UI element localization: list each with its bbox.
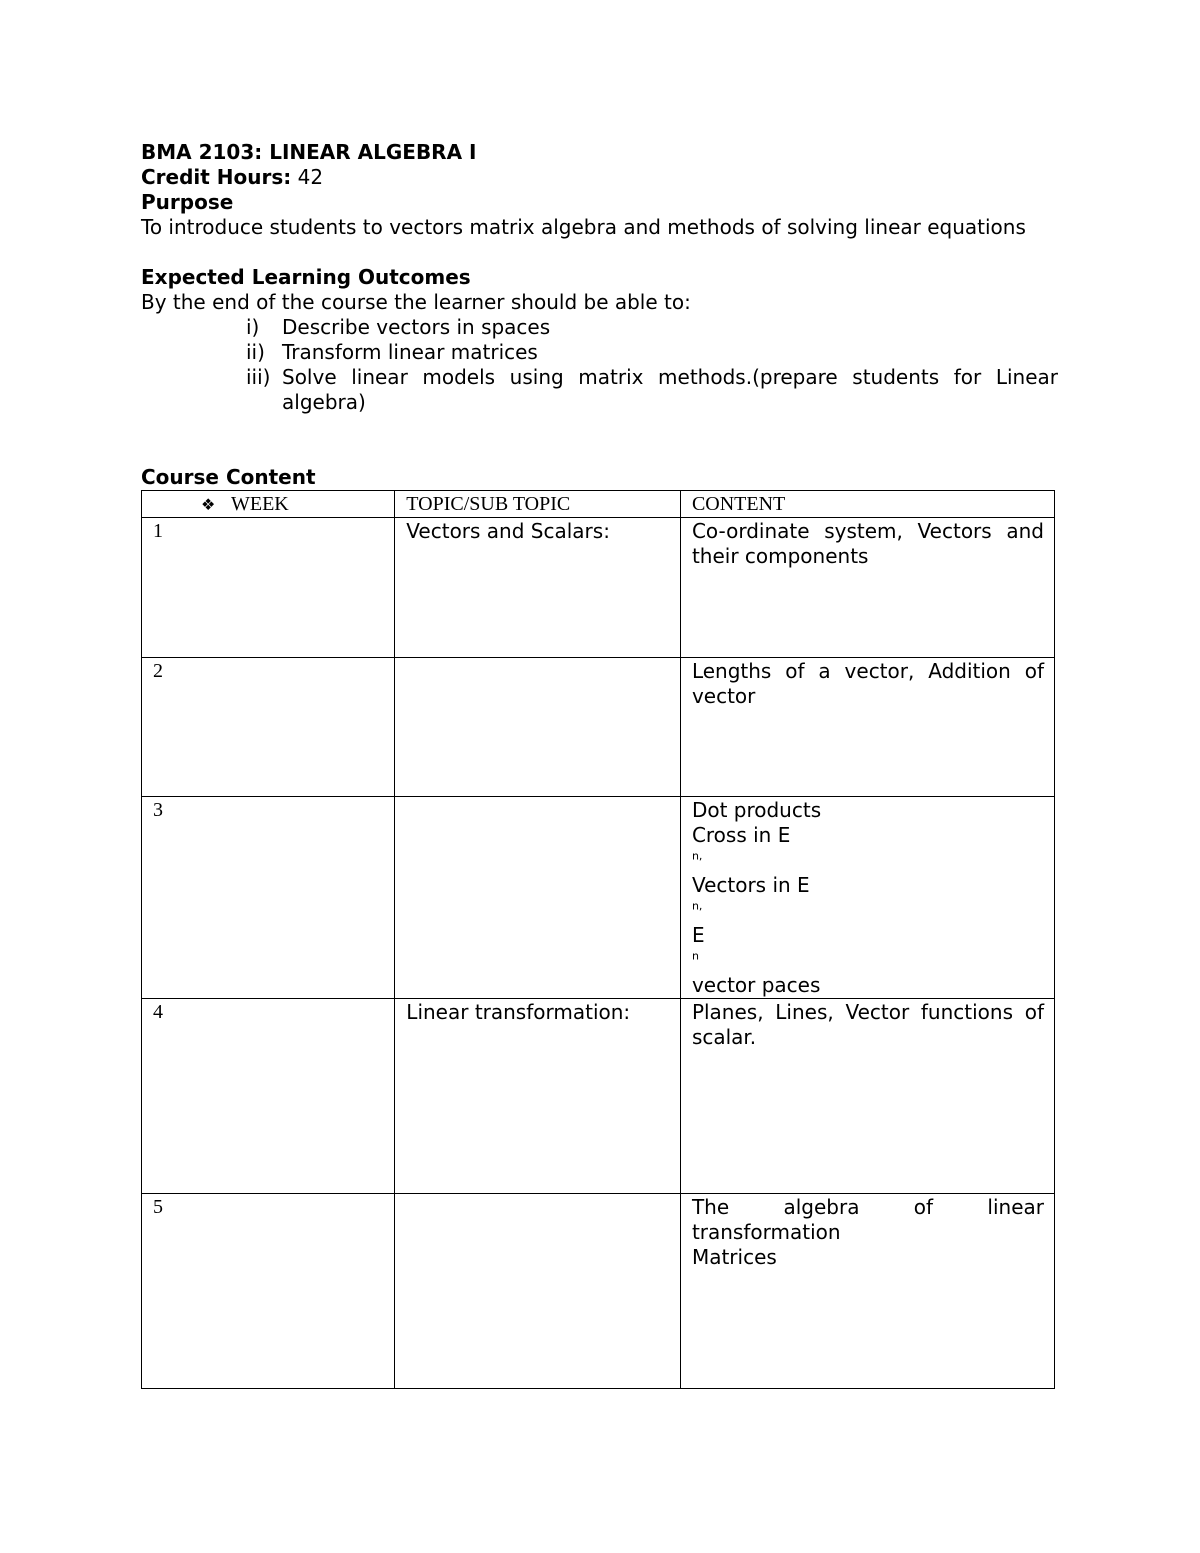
- document-page: [141, 140, 1058, 1389]
- topic-cell: Linear transformation:: [395, 999, 681, 1194]
- outcome-text: Describe vectors in spaces: [282, 315, 551, 339]
- content-cell: [680, 797, 1054, 999]
- outcome-item: [141, 340, 1058, 365]
- course-content-table: [141, 490, 1055, 1389]
- week-cell: 1: [142, 518, 395, 658]
- content-line: Dot products: [691, 798, 822, 822]
- table-row: [142, 797, 1055, 999]
- credit-hours-line: [141, 165, 1058, 190]
- content-cell: [680, 999, 1054, 1194]
- content-line: vector paces: [691, 973, 821, 997]
- diamond-bullet-icon: ❖: [201, 495, 216, 514]
- outcomes-heading: Expected Learning Outcomes: [141, 265, 471, 289]
- topic-cell: Vectors and Scalars:: [395, 518, 681, 658]
- spacer: [141, 240, 1058, 265]
- content-line: Matrices: [691, 1245, 777, 1269]
- outcome-number: i): [246, 315, 260, 339]
- table-header-row: [142, 491, 1055, 518]
- outcome-number: iii): [246, 365, 271, 389]
- superscript: n,: [691, 849, 703, 863]
- purpose-heading: Purpose: [141, 190, 234, 214]
- content-cell: [680, 518, 1054, 658]
- course-title: BMA 2103: LINEAR ALGEBRA I: [141, 140, 477, 164]
- cross-text: Cross in E: [691, 823, 791, 847]
- space-text: E: [691, 923, 705, 947]
- superscript: n: [691, 949, 699, 963]
- topic-cell: [395, 797, 681, 999]
- header-topic: TOPIC/SUB TOPIC: [395, 491, 681, 518]
- outcome-text: Solve linear models using matrix methods.(prepare students for Linear algebra): [282, 365, 1058, 414]
- content-cell: [680, 658, 1054, 797]
- header-week: [142, 491, 395, 518]
- topic-cell: [395, 1194, 681, 1389]
- week-cell: 3: [142, 797, 395, 999]
- purpose-text: To introduce students to vectors matrix algebra and methods of solving linear equations: [141, 215, 1026, 239]
- outcome-number: ii): [246, 340, 265, 364]
- superscript: n,: [691, 899, 703, 913]
- week-cell: 4: [142, 999, 395, 1194]
- week-cell: 2: [142, 658, 395, 797]
- table-row: [142, 518, 1055, 658]
- header-week-label: WEEK: [231, 493, 289, 515]
- outcome-item: [141, 365, 1058, 415]
- credit-hours-value: 42: [291, 165, 324, 189]
- content-line: Lengths of a vector, Addition of vector: [691, 659, 1044, 708]
- credit-hours-label: Credit Hours:: [141, 165, 292, 189]
- outcomes-intro: By the end of the course the learner should be able to:: [141, 290, 691, 314]
- outcome-text: Transform linear matrices: [282, 340, 538, 364]
- content-line: Planes, Lines, Vector functions of scalar.: [691, 1000, 1044, 1049]
- outcomes-list: [141, 315, 1058, 415]
- outcome-item: [141, 315, 1058, 340]
- table-row: [142, 658, 1055, 797]
- content-line-cross: [692, 823, 1044, 973]
- content-line: The algebra of linear transformation: [691, 1195, 1044, 1244]
- table-row: [142, 1194, 1055, 1389]
- vectors-text: Vectors in E: [691, 873, 810, 897]
- topic-cell: [395, 658, 681, 797]
- content-cell: [680, 1194, 1054, 1389]
- week-cell: 5: [142, 1194, 395, 1389]
- header-content: CONTENT: [680, 491, 1054, 518]
- spacer: [141, 415, 1058, 465]
- table-row: [142, 999, 1055, 1194]
- course-content-heading: Course Content: [141, 465, 316, 489]
- content-line: Co-ordinate system, Vectors and their components: [691, 519, 1044, 568]
